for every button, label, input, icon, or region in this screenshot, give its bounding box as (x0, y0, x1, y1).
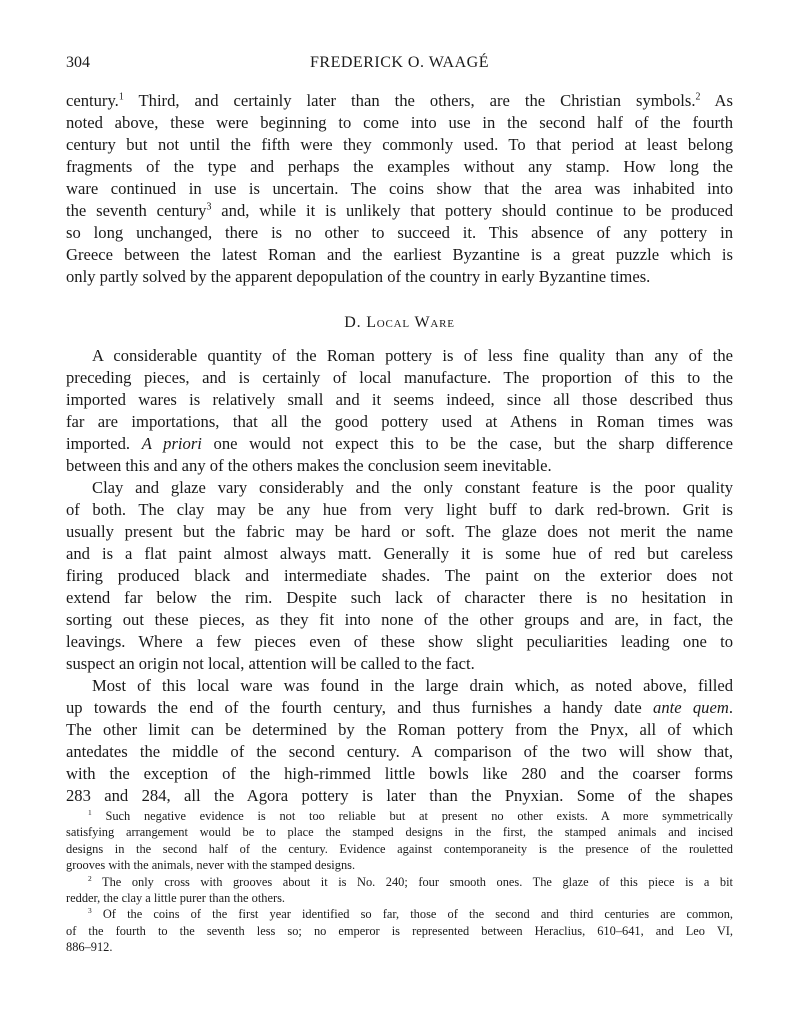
paragraph-1 (66, 345, 733, 477)
footnote-mark: 2 (88, 873, 92, 883)
text-line: A considerable quantity of the Roman pottery is of less fine quality than any of the (92, 346, 733, 365)
footnote-mark: 1 (88, 807, 92, 817)
text-line: preceding pieces, and is certainly of local manufacture. The proportion of this to the (66, 368, 733, 387)
footnote-ref[interactable]: 3 (206, 201, 212, 213)
footnote-ref[interactable]: 2 (695, 91, 701, 103)
footnote-line: designs in the second half of the century. Evidence against contemporaneity is the presence of the rouletted (66, 841, 733, 856)
text-line: The other limit can be determined by the Roman pottery from the Pnyx, all of which (66, 720, 733, 739)
section-heading (66, 314, 733, 332)
text-line: antedates the middle of the second century. A comparison of the two will show that, (66, 742, 733, 761)
text-line: usually present but the fabric may be hard or soft. The glaze does not merit the name (66, 522, 733, 541)
footnotes (66, 808, 733, 956)
footnote-line: satisfying arrangement would be to place the stamped designs in the first, the stamped animals and incised (66, 825, 733, 840)
top-paragraph (66, 90, 733, 288)
text-line: sorting out these pieces, as they fit into none of the other groups and are, in fact, the (66, 610, 733, 629)
footnote-3 (66, 906, 733, 955)
text-line: imported. A priori one would not expect this to be the case, but the sharp difference (66, 434, 733, 453)
text-line: far are importations, that all the good pottery used at Athens in Roman times was (66, 412, 733, 431)
text-line: 283 and 284, all the Agora pottery is later than the Pnyxian. Some of the shapes (66, 786, 733, 805)
text-line: century but not until the fifth were they commonly used. To that period at least belong (66, 135, 733, 154)
text-line: extend far below the rim. Despite such lack of character there is no hesitation in (66, 588, 733, 607)
paragraph-3 (66, 675, 733, 807)
text-line: imported wares is relatively small and it seems indeed, since all those described thus (66, 390, 733, 409)
footnote-line: grooves with the animals, never with the stamped designs. (66, 858, 356, 873)
footnote-line: 886–912. (66, 940, 113, 955)
text-line: noted above, these were beginning to come into use in the second half of the fourth (66, 113, 733, 132)
footnote-line: of the fourth to the seventh less so; no emperor is represented between Heraclius, 610–641, and Leo VI, (66, 923, 733, 938)
section-title: Local Ware (366, 314, 455, 331)
text-line: fragments of the type and perhaps the examples without any stamp. How long the (66, 157, 733, 176)
footnote-ref[interactable]: 1 (118, 91, 124, 103)
text-line: Most of this local ware was found in the large drain which, as noted above, filled (92, 676, 733, 695)
page-number: 304 (66, 54, 90, 71)
text-line: Greece between the latest Roman and the earliest Byzantine is a great puzzle which is (66, 245, 733, 264)
footnote-line: $^2$ The only cross with grooves about it is No. 240; four smooth ones. The glaze of this piece is a bit (88, 873, 733, 889)
text-line: and is a flat paint almost always matt. Generally it is some hue of red but careless (66, 544, 733, 563)
text-line: of both. The clay may be any hue from very light buff to dark red-brown. Grit is (66, 500, 733, 519)
text-line: up towards the end of the fourth century, and thus furnishes a handy date ante quem. (66, 698, 733, 717)
footnote-1 (66, 808, 733, 874)
text-line: Clay and glaze vary considerably and the only constant feature is the poor quality (92, 478, 733, 497)
text-line: between this and any of the others makes the conclusion seem inevitable. (66, 456, 552, 475)
text-line: the seventh century$^3$ and, while it is unlikely that pottery should continue to be produced (66, 201, 734, 220)
footnote-mark: 3 (88, 906, 92, 916)
footnote-line: $^3$ Of the coins of the first year identified so far, those of the second and third centuries are common, (88, 906, 733, 922)
text-line: century.$^1$ Third, and certainly later than the others, are the Christian symbols.$^2$ As (66, 91, 733, 110)
running-head: FREDERICK O. WAAGÉ (310, 54, 489, 71)
italic-term: A priori (141, 434, 202, 453)
text-line: with the exception of the high-rimmed little bowls like 280 and the coarser forms (66, 764, 733, 783)
footnote-line: redder, the clay a little purer than the others. (66, 890, 286, 905)
text-line: leavings. Where a few pieces even of these show slight peculiarities leading one to (66, 632, 733, 651)
paragraph-2 (66, 477, 733, 675)
footnote-2 (66, 874, 733, 907)
text-line: ware continued in use is uncertain. The coins show that the area was inhabited into (66, 179, 733, 198)
text-line: firing produced black and intermediate shades. The paint on the exterior does not (66, 566, 733, 585)
text-line: only partly solved by the apparent depopulation of the country in early Byzantine times. (66, 267, 651, 286)
footnote-line: $^1$ Such negative evidence is not too reliable but at present no other exists. A more symmetrically (88, 807, 733, 823)
section-letter: D. (344, 314, 362, 331)
page-header (66, 54, 733, 78)
text-line: so long unchanged, there is no other to succeed it. This absence of any pottery in (66, 223, 733, 242)
italic-term: ante quem (653, 698, 729, 717)
text-line: suspect an origin not local, attention will be called to the fact. (66, 654, 475, 673)
